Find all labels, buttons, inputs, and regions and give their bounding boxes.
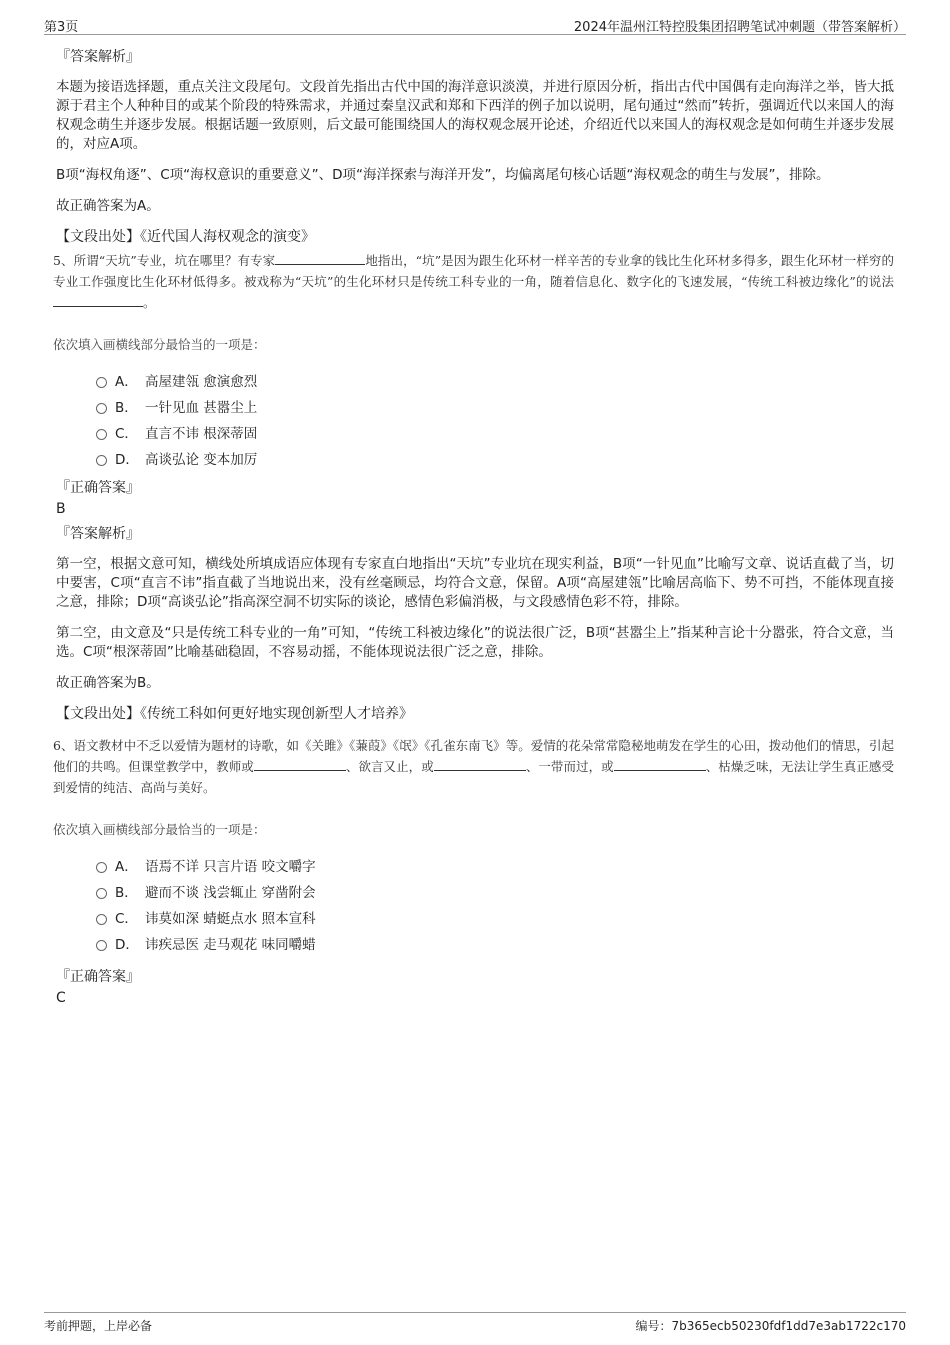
q5-option-b[interactable]: B． 一针见血 甚嚣尘上 (96, 393, 894, 419)
q5-blank-1 (275, 251, 365, 265)
q6-answer: C (56, 990, 66, 1006)
radio-icon[interactable] (96, 455, 107, 466)
q6-blank-3 (614, 757, 706, 771)
q4-analysis-para1: 本题为接语选择题，重点关注文段尾句。文段首先指出古代中国的海洋意识淡漠，并进行原因分析，指出古代中国偶有走向海洋之举，皆大抵源于君主个人种种目的或某个阶段的特殊需求，并通过秦皇汉武和郑和下西洋的例子加以说明，尾句通过“然而”转折，强调近代以来国人的海权观念萌生并逐步发展。根据话题一致原则，后文最可能围绕国人的海权观念展开论述，介绍近代以来国人的海权观念是如何萌生并逐步发展的，对应A项。 (56, 79, 894, 152)
radio-icon[interactable] (96, 429, 107, 440)
q6-text-d: 、枯燥乏味，无法让学生真正感受到爱情的纯洁、高尚与美好。 (53, 759, 894, 795)
q4-analysis-para2: B项“海权角逐”、C项“海权意识的重要意义”、D项“海洋探索与海洋开发”，均偏离尾句核心话题“海权观念的萌生与发展”，排除。 (56, 167, 830, 183)
q5-option-a[interactable]: A． 高屋建瓴 愈演愈烈 (96, 367, 894, 393)
q5-stem (53, 250, 894, 313)
q4-analysis-para3: 故正确答案为A。 (56, 198, 160, 214)
q6-blank-1 (254, 757, 346, 771)
q4-analysis-label: 『答案解析』 (56, 49, 140, 65)
page-header (44, 14, 906, 35)
q6-text-b: 、欲言又止，或 (345, 759, 434, 774)
q6-stem (53, 735, 894, 798)
page-footer (44, 1312, 906, 1333)
q6-option-d[interactable]: D． 讳疾忌医 走马观花 味同嚼蜡 (96, 930, 894, 956)
document-title: 2024年温州江特控股集团招聘笔试冲刺题（带答案解析） (573, 20, 906, 35)
radio-icon[interactable] (96, 914, 107, 925)
q6-text-a: 6、语文教材中不乏以爱情为题材的诗歌，如《关雎》《蒹葭》《氓》《孔雀东南飞》等。爱情的花朵常常隐秘地萌发在学生的心田，拨动他们的情思，引起他们的共鸣。但课堂教学中，教师或 (53, 738, 894, 774)
q5-options (96, 367, 894, 471)
q5-option-c[interactable]: C． 直言不讳 根深蒂固 (96, 419, 894, 445)
radio-icon[interactable] (96, 888, 107, 899)
page-number: 第3页 (44, 20, 79, 35)
q5-instruction: 依次填入画横线部分最恰当的一项是： (53, 337, 266, 352)
q6-option-a[interactable]: A． 语焉不详 只言片语 咬文嚼字 (96, 852, 894, 878)
footer-slogan: 考前押题，上岸必备 (44, 1319, 153, 1333)
q5-text-a: 5、所谓“天坑”专业，坑在哪里？有专家 (53, 253, 276, 268)
q5-analysis-para2: 第二空，由文意及“只是传统工科专业的一角”可知，“传统工科被边缘化”的说法很广泛，B项“甚嚣尘上”指某种言论十分嚣张，符合文意，当选。C项“根深蒂固”比喻基础稳固，不容易动摇，不能体现说法很广泛之意，排除。 (56, 625, 894, 660)
radio-icon[interactable] (96, 940, 107, 951)
q6-options (96, 852, 894, 956)
q5-text-c: 。 (143, 295, 156, 310)
q5-analysis-para3: 故正确答案为B。 (56, 675, 160, 691)
q4-source: 【文段出处】《近代国人海权观念的演变》 (56, 229, 315, 245)
q6-blank-2 (434, 757, 526, 771)
radio-icon[interactable] (96, 403, 107, 414)
q5-blank-2 (53, 293, 143, 307)
q6-option-b[interactable]: B． 避而不谈 浅尝辄止 穿凿附会 (96, 878, 894, 904)
q6-option-c[interactable]: C． 讳莫如深 蜻蜓点水 照本宣科 (96, 904, 894, 930)
radio-icon[interactable] (96, 862, 107, 873)
q5-answer-label: 『正确答案』 (56, 480, 140, 496)
q5-text-b: 地指出，“坑”是因为跟生化环材一样辛苦的专业拿的钱比生化环材多得多，跟生化环材一样穷的专业工作强度比生化环材低得多。被戏称为“天坑”的生化环材只是传统工科专业的一角，随着信息化、数字化的飞速发展，“传统工科被边缘化”的说法 (53, 253, 894, 289)
q6-answer-label: 『正确答案』 (56, 969, 140, 985)
page-content (53, 40, 894, 1012)
q5-answer: B (56, 501, 66, 517)
radio-icon[interactable] (96, 377, 107, 388)
q5-source: 【文段出处】《传统工科如何更好地实现创新型人才培养》 (56, 706, 413, 722)
q5-option-d[interactable]: D． 高谈弘论 变本加厉 (96, 445, 894, 471)
document-id: 编号：7b365ecb50230fdf1dd7e3ab1722c170 (635, 1319, 906, 1333)
q6-text-c: 、一带而过，或 (525, 759, 614, 774)
q5-analysis-para1: 第一空，根据文意可知，横线处所填成语应体现有专家直白地指出“天坑”专业坑在现实利益，B项“一针见血”比喻写文章、说话直截了当，切中要害，C项“直言不讳”指直截了当地说出来，没有丝毫顾忌，均符合文意，保留。A项“高屋建瓴”比喻居高临下、势不可挡，不能体现直接之意，排除；D项“高谈弘论”指高深空洞不切实际的谈论，感情色彩偏消极，与文段感情色彩不符，排除。 (56, 556, 894, 610)
q5-analysis-label: 『答案解析』 (56, 526, 140, 542)
q6-instruction: 依次填入画横线部分最恰当的一项是： (53, 822, 266, 837)
